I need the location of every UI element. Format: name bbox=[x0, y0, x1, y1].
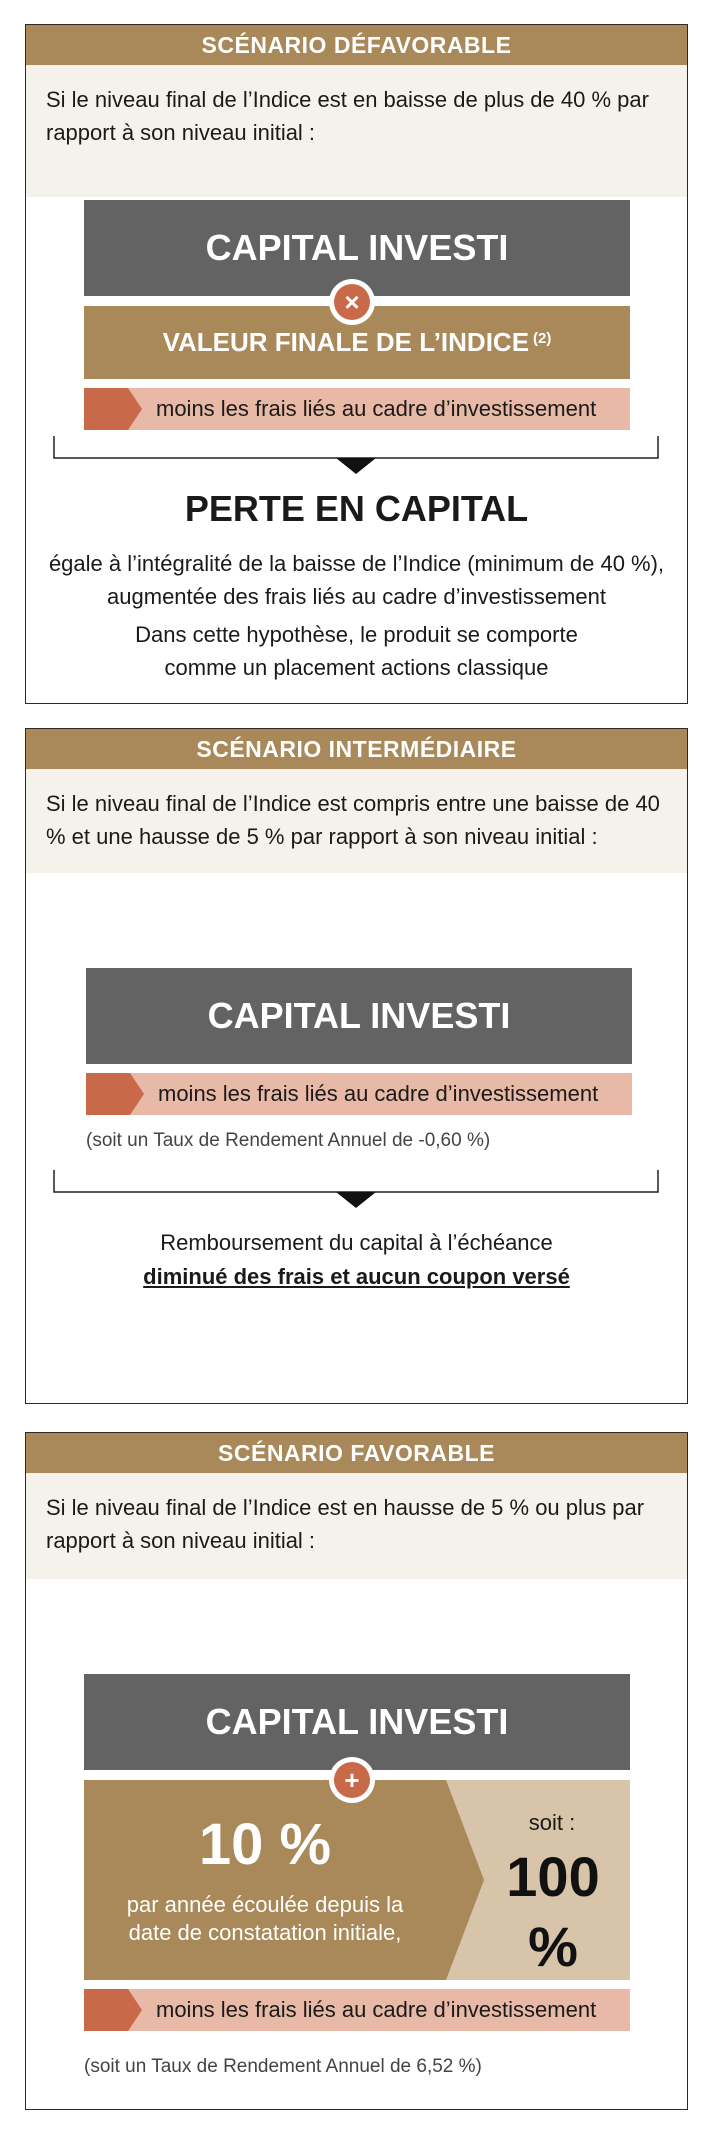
frais-bar bbox=[86, 1073, 632, 1115]
bracket-arrow-icon bbox=[53, 436, 659, 476]
gain-desc-line1: par année écoulée depuis la bbox=[126, 1892, 404, 1917]
scenario-intermediaire-intro: Si le niveau final de l’Indice est compris entre une baisse de 40 % et une hausse de 5 % par rapport à son niveau initial : bbox=[26, 769, 687, 873]
scenario-defavorable-header: SCÉNARIO DÉFAVORABLE bbox=[26, 25, 687, 65]
favorable-formula bbox=[84, 1674, 630, 2031]
bracket-arrow-icon bbox=[53, 1170, 659, 1210]
defavorable-result-line1: égale à l’intégralité de la baisse de l’Indice (minimum de 40 %), bbox=[48, 551, 665, 576]
intermediaire-result-line2: diminué des frais et aucun coupon versé bbox=[143, 1264, 570, 1289]
perte-capital-title: PERTE EN CAPITAL bbox=[184, 488, 529, 529]
taux-rendement-note: (soit un Taux de Rendement Annuel de 6,52 %) bbox=[84, 2056, 482, 2077]
plus-icon: + bbox=[329, 1757, 375, 1803]
capital-investi-box: CAPITAL INVESTI bbox=[84, 1674, 630, 1770]
intermediaire-result-line1: Remboursement du capital à l’échéance bbox=[160, 1230, 553, 1255]
intermediaire-formula bbox=[86, 968, 632, 1115]
taux-rendement-note: (soit un Taux de Rendement Annuel de -0,60 %) bbox=[86, 1130, 491, 1151]
capital-investi-box: CAPITAL INVESTI bbox=[84, 200, 630, 296]
scenario-favorable-intro: Si le niveau final de l’Indice est en hausse de 5 % ou plus par rapport à son niveau initial : bbox=[26, 1473, 687, 1579]
defavorable-result-line3: Dans cette hypothèse, le produit se comporte bbox=[135, 622, 578, 647]
frais-label: moins les frais liés au cadre d’investissement bbox=[158, 1081, 599, 1106]
soit-label: soit : bbox=[528, 1810, 576, 1835]
valeur-finale-footnote: (2) bbox=[533, 330, 552, 347]
defavorable-result-line4: comme un placement actions classique bbox=[164, 655, 549, 680]
valeur-finale-label: VALEUR FINALE DE L’INDICE bbox=[162, 327, 530, 357]
multiply-icon: × bbox=[329, 279, 375, 325]
arrow-tab-icon bbox=[84, 1989, 142, 2031]
scenario-favorable-header: SCÉNARIO FAVORABLE bbox=[26, 1433, 687, 1473]
gain-value: 10 % bbox=[198, 1812, 332, 1877]
soit-value: 100 % bbox=[506, 1845, 600, 1978]
arrow-tab-icon bbox=[84, 388, 142, 430]
defavorable-result-line2: augmentée des frais liés au cadre d’investissement bbox=[107, 584, 606, 609]
scenario-intermediaire-header: SCÉNARIO INTERMÉDIAIRE bbox=[26, 729, 687, 769]
frais-label: moins les frais liés au cadre d’investissement bbox=[156, 1997, 597, 2022]
gain-box bbox=[84, 1780, 630, 1980]
frais-label: moins les frais liés au cadre d’investissement bbox=[156, 396, 597, 421]
frais-bar bbox=[84, 1989, 630, 2031]
gain-desc-line2: date de constatation initiale, bbox=[128, 1920, 402, 1945]
scenario-defavorable-intro: Si le niveau final de l’Indice est en baisse de plus de 40 % par rapport à son niveau initial : bbox=[26, 65, 687, 197]
frais-bar bbox=[84, 388, 630, 430]
arrow-tab-icon bbox=[86, 1073, 144, 1115]
capital-investi-box: CAPITAL INVESTI bbox=[86, 968, 632, 1064]
